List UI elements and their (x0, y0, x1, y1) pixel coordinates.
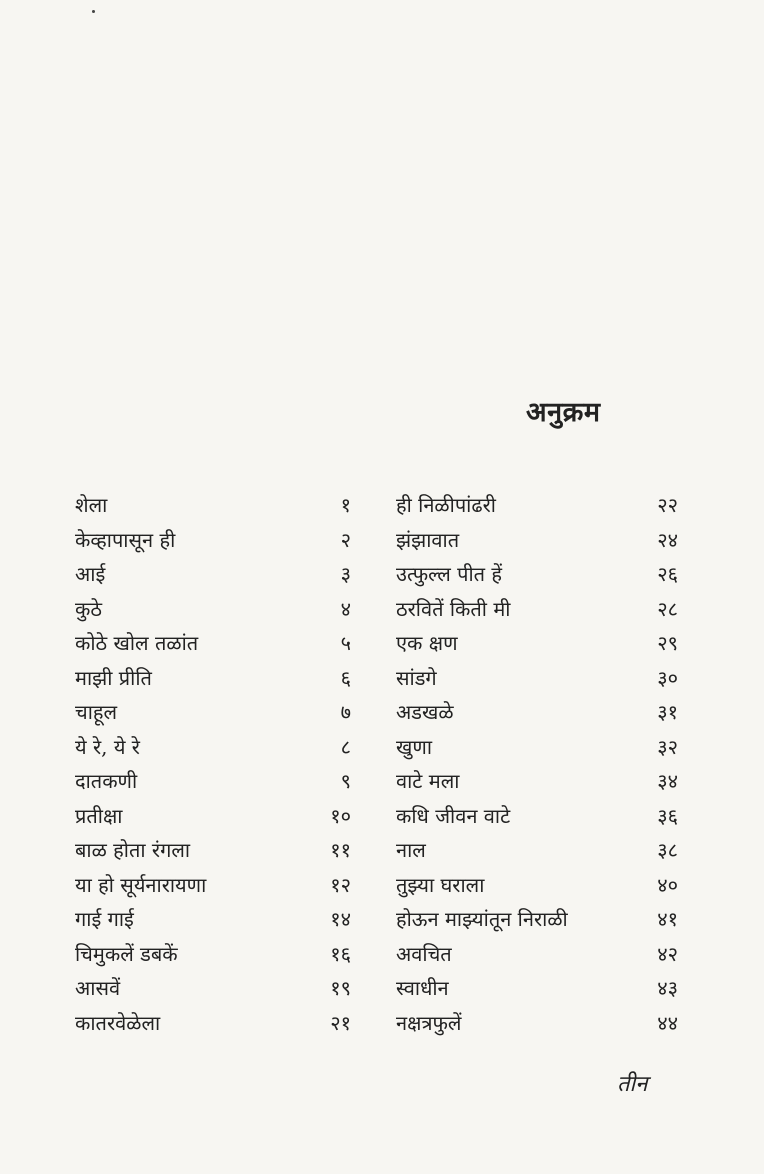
toc-entry (396, 902, 678, 937)
toc-entry (75, 902, 351, 937)
toc-entry (75, 626, 351, 661)
toc-entry-page: २४ (657, 527, 678, 552)
toc-entry (75, 799, 351, 834)
toc-entry-title: सांडगे (396, 665, 437, 690)
toc-entry-title: नक्षत्रफुलें (396, 1010, 462, 1035)
toc-entry-title: चाहूल (75, 700, 118, 724)
toc-entry (396, 833, 678, 868)
toc-entry (396, 592, 678, 627)
toc-entry-title: दातकणी (75, 769, 138, 793)
toc-entry-title: बाळ होता रंगला (75, 838, 191, 862)
toc-entry-page: १६ (330, 941, 351, 966)
toc-entry-title: होऊन माझ्यांतून निराळी (396, 907, 568, 931)
toc-entry-page: ३८ (657, 838, 678, 862)
toc-entry (75, 488, 351, 523)
toc-entry-page: ३१ (657, 700, 678, 724)
toc-entry-title: अवचित (396, 941, 452, 966)
toc-entry-title: माझी प्रीति (75, 665, 152, 690)
toc-entry-title: ही निळीपांढरी (396, 493, 496, 517)
toc-entry-title: ठरवितें किती मी (396, 596, 511, 621)
toc-column-right (396, 488, 678, 1040)
toc-entry-title: उत्फुल्ल पीत हें (396, 562, 503, 586)
toc-entry (396, 523, 678, 558)
toc-entry-page: २६ (657, 562, 678, 586)
toc-column-left (75, 488, 351, 1040)
toc-entry (396, 799, 678, 834)
toc-entry (396, 1006, 678, 1041)
toc-entry-title: कातरवेळेला (75, 1010, 161, 1035)
toc-entry (396, 626, 678, 661)
toc-entry (75, 695, 351, 730)
toc-entry (75, 971, 351, 1006)
toc-entry-title: चिमुकलें डबकें (75, 941, 178, 966)
toc-entry-page: ३२ (657, 734, 678, 759)
toc-entry (75, 868, 351, 903)
toc-entry-page: ८ (340, 734, 351, 759)
toc-entry (396, 764, 678, 799)
toc-entry-page: २१ (330, 1010, 351, 1035)
toc-entry (75, 557, 351, 592)
toc-entry-title: वाटे मला (396, 769, 460, 793)
toc-entry-page: १४ (330, 907, 351, 931)
toc-entry (396, 971, 678, 1006)
toc-entry-page: ७ (340, 700, 351, 724)
toc-entry-title: खुणा (396, 734, 432, 759)
toc-entry-title: एक क्षण (396, 631, 458, 655)
toc-entry-page: ४ (340, 596, 351, 621)
toc-entry-title: आई (75, 562, 106, 586)
toc-entry (75, 523, 351, 558)
toc-entry-page: १२ (330, 872, 351, 897)
toc-entry-title: कोठे खोल तळांत (75, 631, 199, 655)
toc-entry-page: २२ (657, 493, 678, 517)
contents-heading: अनुक्रम (526, 397, 601, 428)
toc-entry (75, 730, 351, 765)
toc-entry-title: आसवें (75, 976, 121, 1000)
toc-entry-title: तुझ्या घराला (396, 872, 485, 897)
toc-entry-page: ११ (330, 838, 351, 862)
toc-entry (75, 937, 351, 972)
toc-entry-title: गाई गाई (75, 907, 134, 931)
toc-entry-page: ४३ (657, 976, 678, 1000)
toc-entry-title: केव्हापासून ही (75, 527, 176, 552)
toc-entry-title: कुठे (75, 596, 102, 621)
toc-entry-page: ६ (340, 665, 351, 690)
toc-entry (75, 1006, 351, 1041)
toc-entry-page: १ (340, 493, 351, 517)
toc-entry-title: अडखळे (396, 700, 454, 724)
toc-entry-page: ३० (657, 665, 678, 690)
toc-entry (396, 661, 678, 696)
toc-entry (75, 592, 351, 627)
print-speck (92, 10, 95, 13)
page-folio: तीन (617, 1072, 648, 1097)
toc-entry-title: स्वाधीन (396, 976, 449, 1000)
toc-entry-page: ४१ (657, 907, 678, 931)
toc-entry (396, 937, 678, 972)
toc-entry-page: २ (340, 527, 351, 552)
toc-entry-page: २८ (657, 596, 678, 621)
toc-entry-page: ५ (340, 631, 351, 655)
toc-entry (396, 695, 678, 730)
toc-entry-title: झंझावात (396, 527, 460, 552)
toc-entry (396, 557, 678, 592)
toc-entry-page: २९ (657, 631, 678, 655)
toc-entry-page: १९ (330, 976, 351, 1000)
toc-entry-title: नाल (396, 838, 426, 862)
toc-entry-title: शेला (75, 493, 108, 517)
toc-entry-page: १० (330, 803, 351, 828)
toc-entry-page: ३६ (657, 803, 678, 828)
toc-entry-page: ३४ (657, 769, 678, 793)
toc-entry (75, 661, 351, 696)
toc-entry-title: प्रतीक्षा (75, 803, 123, 828)
toc-entry-page: ४० (657, 872, 678, 897)
toc-entry (75, 764, 351, 799)
toc-entry (75, 833, 351, 868)
toc-entry-page: ९ (340, 769, 351, 793)
toc-entry-page: ४४ (657, 1010, 678, 1035)
toc-entry-title: या हो सूर्यनारायणा (75, 872, 207, 897)
toc-entry-page: ३ (340, 562, 351, 586)
toc-entry (396, 730, 678, 765)
toc-entry-title: ये रे, ये रे (75, 734, 140, 759)
toc-entry (396, 488, 678, 523)
toc-entry (396, 868, 678, 903)
toc-entry-page: ४२ (657, 941, 678, 966)
toc-entry-title: कधि जीवन वाटे (396, 803, 511, 828)
